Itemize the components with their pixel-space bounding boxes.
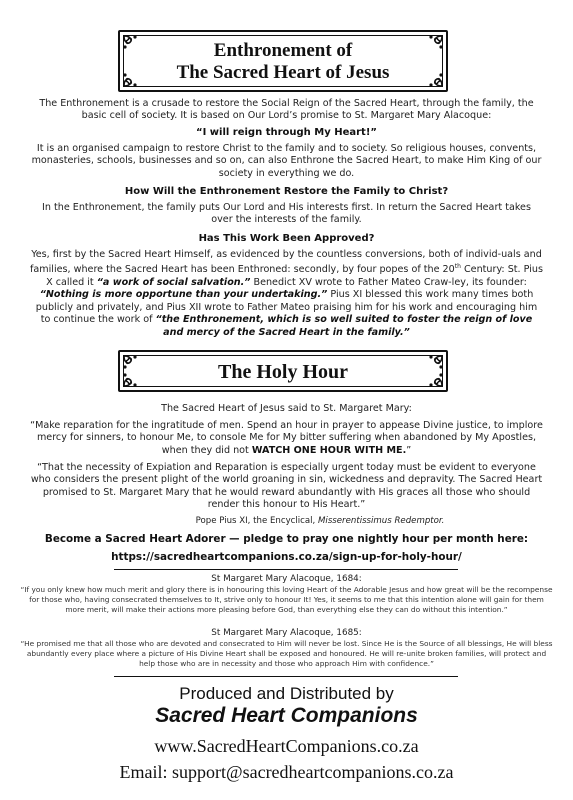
alacoque-quote: “He promised me that all those who are devoted and consecrated to Him will never be lost. Since He is the Source of all blessings, He will bless abundantly every place where a picture of His Divine Heart shall be exposed and honoured. He will re-unite broken families, will protect and help those who are in necessity and those who approach Him with confidence.”	[20, 639, 553, 669]
website-link[interactable]: www.SacredHeartCompanions.co.za	[154, 736, 419, 756]
email-contact[interactable]: Email: support@sacredheartcompanions.co.za	[119, 762, 454, 782]
produced-by-text: Produced and Distributed by	[179, 684, 394, 703]
intro-paragraph: The Enthronement is a crusade to restore the Social Reign of the Sacred Heart, through the family, the basic cell of society. It is based on Our Lord’s promise to St. Margaret Mary Alacoque:	[39, 98, 534, 122]
holy-hour-intro: The Sacred Heart of Jesus said to St. Margaret Mary:	[161, 403, 412, 414]
holy-hour-frame	[118, 350, 448, 392]
title-frame	[118, 30, 448, 92]
quote-heading: St Margaret Mary Alacoque, 1684:	[211, 574, 362, 584]
organisation-name: Sacred Heart Companions	[155, 704, 418, 727]
scroll-ornament-icon	[423, 33, 445, 55]
scroll-ornament-icon	[121, 33, 143, 55]
expiation-quote: “That the necessity of Expiation and Reparation is especially urgent today must be evident to everyone who considers the present plight of the world groaning in sin, wickedness and depravity. The Sacred Heart promised to St. Margaret Mary that he would reward abundantly with His graces all those who should render this honour to His Heart.”	[30, 462, 543, 511]
divider	[114, 569, 458, 570]
question-heading: How Will the Enthronement Restore the Family to Christ?	[124, 186, 449, 197]
reparation-quote: “Make reparation for the ingratitude of men. Spend an hour in prayer to appease Divine justice, to implore mercy for sinners, to honour Me, to console Me for My bitter suffering when abandoned by My Apostles, when they did not WATCH ONE HOUR WITH ME.”	[30, 420, 543, 456]
scroll-ornament-icon	[423, 67, 445, 89]
answer-paragraph: In the Enthronement, the family puts Our Lord and His interests first. In return the Sacred Heart takes over the interests of the family.	[42, 202, 531, 226]
page-title: Enthronement of The Sacred Heart of Jesus	[176, 40, 390, 83]
alacoque-quote: “If you only knew how much merit and glory there is in honouring this loving Heart of the Adorable Jesus and how great will be the recompense for those who, having consecrated themselves to It, strive only to honour It! Yes, it seems to me that this intention alone will gain for them more merit, will make their actions more pleasing before God, than everything else they can do without this intention.”	[20, 585, 553, 615]
question-heading: Has This Work Been Approved?	[198, 233, 375, 244]
divider	[114, 676, 458, 677]
holy-hour-link[interactable]: https://sacredheartcompanions.co.za/sign-up-for-holy-hour/	[111, 551, 462, 563]
quote-heading: St Margaret Mary Alacoque, 1685:	[211, 628, 362, 638]
approval-paragraph: Yes, first by the Sacred Heart Himself, as evidenced by the countless conversions, both of individ-uals and families, where the Sacred Heart has been Enthroned: secondly, by four popes of the 20th Century: St. Pius X called it “a work of social salvation.” Benedict XV wrote to Father Mateo Craw-ley, its founder: “Nothing is more opportune than your undertaking.” Pius XI blessed this work many times both publicly and privately, and Pius XII wrote to Father Mateo praising him for his work and encouraging him to continue the work of “the Enthronement, which is so well suited to foster the reign of love and mercy of the Sacred Heart in the family.”	[30, 249, 543, 338]
campaign-paragraph: It is an organised campaign to restore Christ to the family and to society. So religious houses, convents, monasteries, schools, businesses and so on, can also Enthrone the Sacred Heart, to make Him King of our society in everything we do.	[31, 143, 542, 179]
section-title: The Holy Hour	[217, 361, 348, 383]
scroll-ornament-icon	[423, 367, 445, 389]
scroll-ornament-icon	[121, 67, 143, 89]
adorer-call-to-action: Become a Sacred Heart Adorer — pledge to pray one nightly hour per month here:	[44, 533, 529, 545]
reign-quote: “I will reign through My Heart!”	[196, 127, 377, 138]
encyclical-citation: Pope Pius XI, the Encyclical, Misserentissimus Redemptor.	[195, 516, 445, 526]
scroll-ornament-icon	[121, 367, 143, 389]
